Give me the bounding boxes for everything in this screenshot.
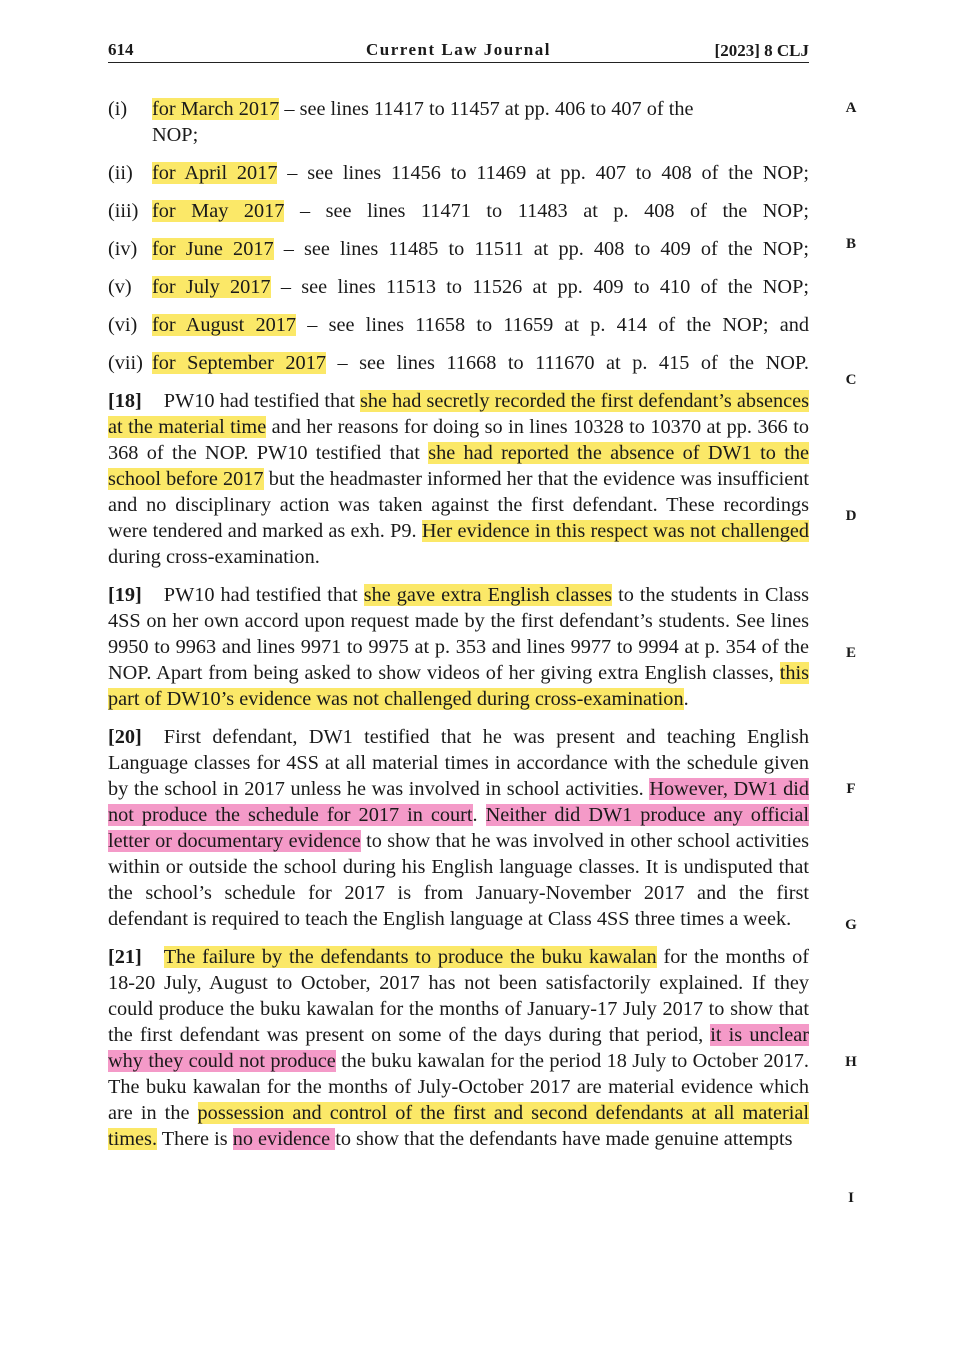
list-text: – see lines 11668 to 111670 at p. 415 of the NOP.	[325, 352, 809, 374]
highlight: she had reported the absence of DW1 to the school before 2017	[108, 442, 809, 490]
list-number: (iii)	[108, 200, 139, 222]
list-item	[108, 96, 809, 148]
running-header	[108, 38, 809, 63]
highlight: The failure by the defendants to produce the buku kawalan	[163, 946, 657, 968]
list-number: (ii)	[108, 162, 133, 184]
list-item	[108, 236, 809, 262]
list-item	[108, 198, 809, 224]
paragraph-text: PW10 had testified that	[163, 390, 360, 412]
highlight: she had secretly recorded the first defendant’s absences at the material time	[108, 390, 810, 438]
paragraph-text: and her reasons for doing so in lines 10328 to 10370 at pp. 366 to 368 of the NOP. PW10 testified that	[108, 416, 809, 464]
list-number: (vi)	[108, 314, 138, 336]
paragraph-text: .	[683, 688, 689, 710]
paragraph-text: to show that the defendants have made genuine attempts	[335, 1128, 793, 1150]
paragraph-18	[108, 388, 809, 570]
list-item	[108, 160, 809, 186]
paragraph-text: for the months of 18-20 July, August to October, 2017 has not been satisfactorily explained. If they could produce the buku kawalan for the months of January-17 July 2017 to show that the first defendant was present on some of the days during that period,	[108, 946, 810, 1046]
margin-letter-e: E	[845, 645, 856, 661]
highlight: possession and control of the first and second defendants at all material times.	[108, 1102, 809, 1150]
page-number: 614	[108, 40, 134, 59]
journal-title: Current Law Journal	[366, 40, 551, 59]
list-item	[108, 350, 809, 376]
paragraph-text: PW10 had testified that	[163, 584, 364, 606]
list-text: – see lines 11456 to 11469 at pp. 407 to 408 of the NOP;	[277, 162, 809, 184]
margin-letter-h: H	[845, 1054, 857, 1070]
margin-letter-g: G	[845, 917, 857, 933]
list-text: – see lines 11658 to 11659 at p. 414 of the NOP; and	[296, 314, 809, 336]
highlight: Her evidence in this respect was not challenged	[421, 520, 809, 542]
highlight-pink: However, DW1 did not produce the schedule for 2017 in court	[108, 778, 810, 826]
paragraph-21	[108, 944, 809, 1152]
citation: [2023] 8 CLJ	[714, 41, 809, 60]
paragraph-number: [18]	[108, 390, 142, 412]
highlight-pink: Neither did DW1 produce any official letter or documentary evidence	[108, 804, 809, 852]
list-number: (i)	[108, 98, 128, 120]
highlight: for September 2017	[152, 352, 326, 374]
highlight: she gave extra English classes	[363, 584, 613, 606]
paragraph-number: [20]	[108, 726, 142, 748]
highlight: for March 2017	[152, 98, 280, 120]
margin-letter-c: C	[845, 372, 857, 388]
list-text: – see lines 11485 to 11511 at pp. 408 to 409 of the NOP;	[273, 238, 809, 260]
highlight: for April 2017	[152, 162, 278, 184]
page-body	[108, 96, 809, 1152]
highlight: for August 2017	[152, 314, 297, 336]
highlight-pink: no evidence	[232, 1128, 336, 1150]
paragraph-19	[108, 582, 809, 712]
list-text: NOP;	[152, 124, 199, 146]
paragraph-text: the buku kawalan for the period 18 July to October 2017. The buku kawalan for the months of July-October 2017 are material evidence which are in the	[108, 1050, 809, 1124]
paragraph-text: but the headmaster informed her that the evidence was insufficient and no disciplinary action was taken against the first defendant. These recordings were tendered and marked as exh. P9.	[108, 468, 809, 542]
list-text: – see lines 11417 to 11457 at pp. 406 to 407 of the	[279, 98, 694, 120]
list-number: (iv)	[108, 238, 138, 260]
margin-letter-d: D	[845, 508, 857, 524]
highlight: for June 2017	[152, 238, 274, 260]
paragraph-text: .	[472, 804, 486, 826]
list-text: – see lines 11513 to 11526 at pp. 409 to 410 of the NOP;	[270, 276, 809, 298]
paragraph-text: to show that he was involved in other school activities within or outside the school during his English language classes. It is undisputed that the school’s schedule for 2017 is from January-November 2017 and the first defendant is required to teach the English language at Class 4SS three times a week.	[108, 830, 809, 930]
margin-letter-f: F	[846, 781, 856, 797]
paragraph-number: [21]	[108, 946, 142, 968]
paragraph-text: There is	[157, 1128, 233, 1150]
list-item	[108, 274, 809, 300]
list-number: (v)	[108, 276, 132, 298]
highlight: for July 2017	[152, 276, 271, 298]
paragraph-text: First defendant, DW1 testified that he was present and teaching English Language classes for 4SS at all material times in accordance with the schedule given by the school in 2017 unless he was involved in school activities.	[108, 726, 809, 800]
margin-letter-a: A	[845, 100, 857, 116]
paragraph-text: during cross-examination.	[108, 546, 320, 568]
highlight-pink: it is unclear why they could not produce	[108, 1024, 809, 1072]
margin-letter-i: I	[848, 1190, 854, 1206]
paragraph-text: to the students in Class 4SS on her own accord upon request made by the first defendant’s students. See lines 9950 to 9963 and lines 9971 to 9975 at p. 353 and lines 9977 to 9994 at p. 354 of the NOP. Apart from being asked to show videos of her giving extra English classes,	[108, 584, 810, 684]
paragraph-20	[108, 724, 809, 932]
highlight: this part of DW10’s evidence was not challenged during cross-examination	[108, 662, 809, 710]
list-text: – see lines 11471 to 11483 at p. 408 of the NOP;	[284, 200, 809, 222]
list-item	[108, 312, 809, 338]
paragraph-number: [19]	[108, 584, 142, 606]
highlight: for May 2017	[152, 200, 285, 222]
margin-letter-b: B	[845, 236, 856, 252]
list-number: (vii)	[108, 352, 143, 374]
